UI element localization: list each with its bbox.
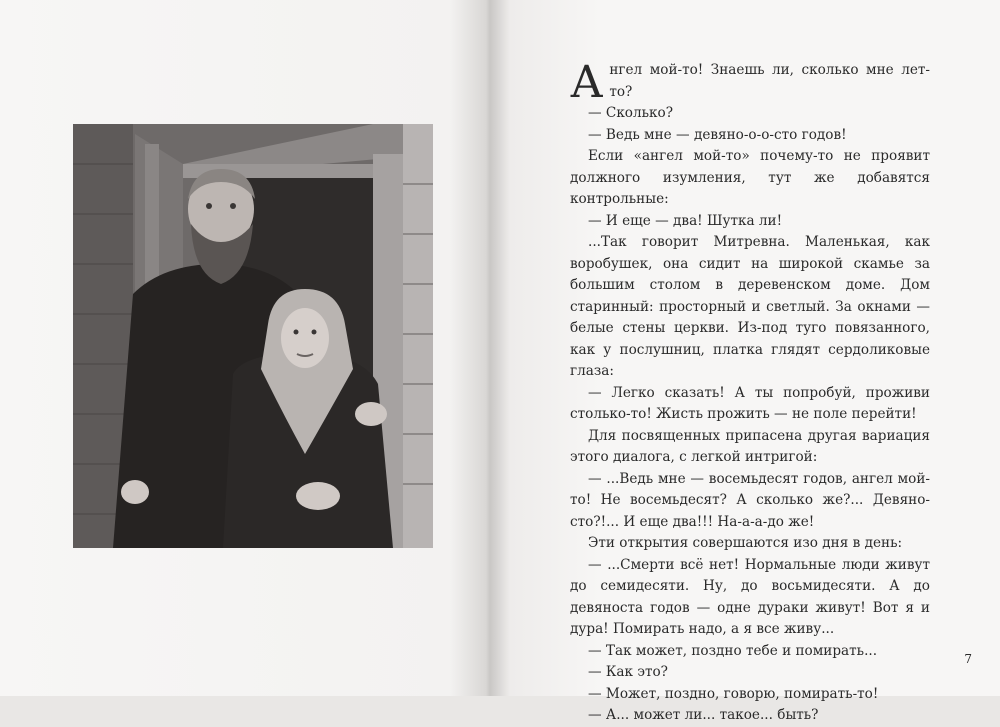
paragraph: — Может, поздно, говорю, помирать-то! xyxy=(588,685,879,702)
paragraph: — А... может ли... такое... быть? xyxy=(588,707,819,723)
body-text xyxy=(570,57,930,727)
paragraph: — ...Смерти всё нет! Нормальные люди живут до семидесяти. Ну, до восьмидесяти. А до девяноста годов — одне дураки живут! Вот я и дура! Помирать надо, а я все живу... xyxy=(570,556,930,637)
paragraph: — Как это? xyxy=(588,664,668,680)
paragraph: — И еще — два! Шутка ли! xyxy=(588,212,783,229)
photo-illustration xyxy=(73,124,433,548)
drop-cap: А xyxy=(570,57,604,108)
left-page xyxy=(0,0,490,696)
paragraph: Если «ангел мой-то» почему-то не проявит должного изумления, тут же добавятся контрольные: xyxy=(570,148,930,207)
paragraph: Ангел мой-то! Знаешь ли, сколько мне лет-то? xyxy=(570,57,930,108)
paragraph: — Сколько? xyxy=(588,105,674,121)
paragraph: — ...Ведь мне — восемьдесят годов, ангел мой-то! Не восемьдесят? А сколько же?... Девяно-сто?!... И еще два!!! На-а-а-до же! xyxy=(570,470,930,530)
paragraph: — Ведь мне — девяно-о-о-сто годов! xyxy=(588,126,847,143)
page-number: 7 xyxy=(964,652,972,666)
paragraph: Эти открытия совершаются изо дня в день: xyxy=(588,535,903,551)
right-page xyxy=(500,0,1000,723)
photograph xyxy=(73,124,433,548)
paragraph: ...Так говорит Митревна. Маленькая, как воробушек, она сидит на широкой скамье за большим столом в деревенском доме. Дом старинный: просторный и светлый. За окнами — белые стены церкви. Из-под туго повязанного, как у послушниц, платка глядят сердоликовые глаза: xyxy=(570,234,930,379)
paragraph: — Легко сказать! А ты попробуй, проживи столько-то! Жисть прожить — не поле перейти! xyxy=(570,384,930,422)
paragraph: Для посвященных припасена другая вариация этого диалога, с легкой интригой: xyxy=(570,427,930,465)
paragraph: — Так может, поздно тебе и помирать... xyxy=(588,642,878,659)
